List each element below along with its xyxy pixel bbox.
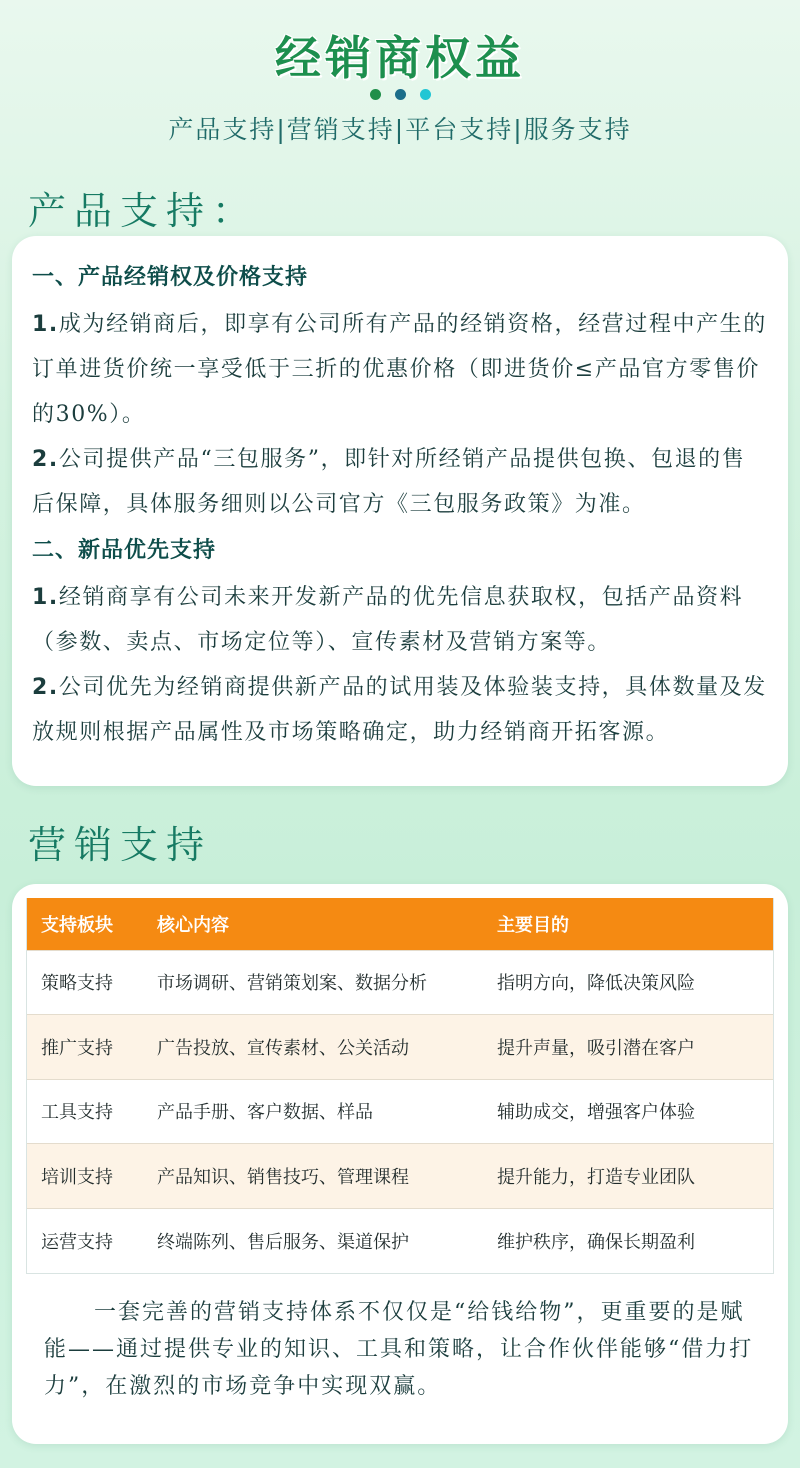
table-cell: 运营支持 [27, 1208, 143, 1273]
table-row [27, 1144, 773, 1209]
table-cell: 推广支持 [27, 1015, 143, 1080]
dot-blue [395, 89, 406, 100]
table-header-cell: 核心内容 [143, 898, 483, 950]
table-cell: 培训支持 [27, 1144, 143, 1209]
product-support-heading: 产品支持： [28, 189, 259, 233]
product-support-card [12, 236, 788, 786]
page-title: 经销商权益 [275, 31, 525, 85]
table-cell: 维护秩序，确保长期盈利 [483, 1208, 773, 1273]
table-cell: 策略支持 [27, 950, 143, 1015]
table-cell: 指明方向，降低决策风险 [483, 950, 773, 1015]
table-cell: 辅助成交，增强客户体验 [483, 1079, 773, 1144]
table-row [27, 1208, 773, 1273]
table-row [27, 1079, 773, 1144]
paragraph-pricing-2: 2.公司提供产品“三包服务”，即针对所经销产品提供包换、包退的售后保障，具体服务细则以公司官方《三包服务政策》为准。 [32, 447, 746, 517]
table-cell: 提升能力，打造专业团队 [483, 1144, 773, 1209]
table-row [27, 950, 773, 1015]
page-subtitle: 产品支持|营销支持|平台支持|服务支持 [168, 115, 632, 144]
table-cell: 市场调研、营销策划案、数据分析 [143, 950, 483, 1015]
table-cell: 工具支持 [27, 1079, 143, 1144]
table-cell: 终端陈列、售后服务、渠道保护 [143, 1208, 483, 1273]
closing-paragraph: 一套完善的营销支持体系不仅仅是“给钱给物”，更重要的是赋能——通过提供专业的知识、工具和策略，让合作伙伴能够“借力打力”，在激烈的市场竞争中实现双赢。 [44, 1299, 754, 1399]
paragraph-pricing-1: 1.成为经销商后，即享有公司所有产品的经销资格，经营过程中产生的订单进货价统一享受低于三折的优惠价格（即进货价≤产品官方零售价的30%）。 [32, 312, 767, 427]
section-heading-new-product: 二、新品优先支持 [32, 538, 217, 563]
support-table [26, 898, 774, 1274]
paragraph-new-product-2: 2.公司优先为经销商提供新产品的试用装及体验装支持，具体数量及发放规则根据产品属性及市场策略确定，助力经销商开拓客源。 [32, 675, 767, 745]
dot-green [370, 89, 381, 100]
table-cell: 提升声量，吸引潜在客户 [483, 1015, 773, 1080]
table-header-cell: 支持板块 [27, 898, 143, 950]
dot-cyan [420, 89, 431, 100]
table-header-row [27, 898, 773, 950]
paragraph-new-product-1: 1.经销商享有公司未来开发新产品的优先信息获取权，包括产品资料（参数、卖点、市场定位等）、宣传素材及营销方案等。 [32, 585, 744, 655]
marketing-support-card [12, 884, 788, 1444]
marketing-support-heading: 营销支持 [28, 823, 213, 867]
table-cell: 产品手册、客户数据、样品 [143, 1079, 483, 1144]
table-cell: 产品知识、销售技巧、管理课程 [143, 1144, 483, 1209]
decorative-dots [0, 89, 800, 100]
table-header-cell: 主要目的 [483, 898, 773, 950]
table-row [27, 1015, 773, 1080]
section-heading-pricing: 一、产品经销权及价格支持 [32, 265, 309, 290]
table-cell: 广告投放、宣传素材、公关活动 [143, 1015, 483, 1080]
